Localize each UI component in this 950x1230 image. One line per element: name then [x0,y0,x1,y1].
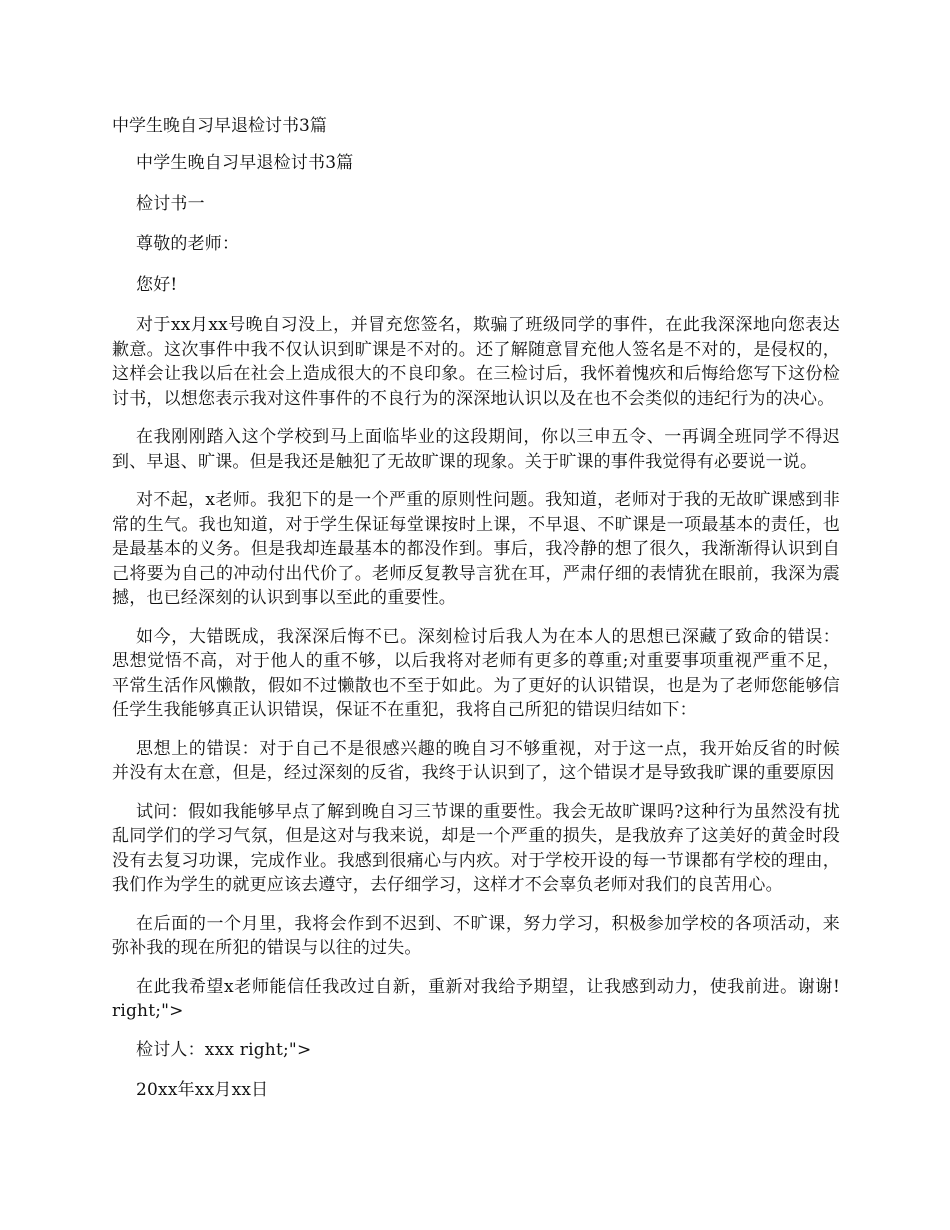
paragraph-body: 在后面的一个月里，我将会作到不迟到、不旷课，努力学习，积极参加学校的各项活动，来弥补我的现在所犯的错误与以往的过失。 [112,913,840,958]
document-body [112,151,840,1119]
paragraph-body: 对于xx月xx号晚自习没上，并冒充您签名，欺骗了班级同学的事件，在此我深深地向您表达歉意。这次事件中我不仅认识到旷课是不对的。还了解随意冒充他人签名是不对的，是侵权的，这样会让我以后在社会上造成很大的不良印象。在三检讨后，我怀着愧疚和后悔给您写下这份检讨书，以想您表示我对这件事件的不良行为的深深地认识以及在也不会类似的违纪行为的决心。 [112,315,840,409]
paragraph-heading: 中学生晚自习早退检讨书3篇 [136,153,354,173]
paragraph-date: 20xx年xx月xx日 [136,1080,269,1100]
paragraph-closing: 在此我希望x老师能信任我改过自新，重新对我给予期望，让我感到动力，使我前进。谢谢! right;"> [112,976,840,1021]
paragraph-body: 对不起，x老师。我犯下的是一个严重的原则性问题。我知道，老师对于我的无故旷课感到非常的生气。我也知道，对于学生保证每堂课按时上课，不早退、不旷课是一项最基本的责任，也是最基本的义务。但是我却连最基本的都没作到。事后，我冷静的想了很久，我渐渐得认识到自己将要为自己的冲动付出代价了。老师反复教导言犹在耳，严肃仔细的表情犹在眼前，我深为震撼，也已经深刻的认识到事以至此的重要性。 [112,490,840,608]
paragraph-signature: 检讨人：xxx right;"> [136,1039,312,1060]
paragraph-body: 如今，大错既成，我深深后悔不已。深刻检讨后我人为在本人的思想已深藏了致命的错误：思想觉悟不高，对于他人的重不够，以后我将对老师有更多的尊重;对重要事项重视严重不足，平常生活作风懒散，假如不过懒散也不至于如此。为了更好的认识错误，也是为了老师您能够信任学生我能够真正认识错误，保证不在重犯，我将自己所犯的错误归结如下： [112,626,840,720]
paragraph-salutation: 尊敬的老师： [136,234,240,254]
paragraph-body: 试问：假如我能够早点了解到晚自习三节课的重要性。我会无故旷课吗?这种行为虽然没有扰乱同学们的学习气氛，但是这对与我来说，却是一个严重的损失，是我放弃了这美好的黄金时段没有去复习功课，完成作业。我感到很痛心与内疚。对于学校开设的每一节课都有学校的理由，我们作为学生的就更应该去遵守，去仔细学习，这样才不会辜负老师对我们的良苦用心。 [112,801,840,895]
paragraph-body: 思想上的错误：对于自己不是很感兴趣的晚自习不够重视，对于这一点，我开始反省的时候并没有太在意，但是，经过深刻的反省，我终于认识到了，这个错误才是导致我旷课的重要原因 [112,738,840,783]
paragraph-body: 在我刚刚踏入这个学校到马上面临毕业的这段期间，你以三申五令、一再调全班同学不得迟到、早退、旷课。但是我还是触犯了无故旷课的现象。关于旷课的事件我觉得有必要说一说。 [112,427,840,472]
paragraph-section-label: 检讨书一 [136,193,205,214]
document-title: 中学生晚自习早退检讨书3篇 [112,116,327,136]
paragraph-greeting: 您好! [136,274,178,295]
